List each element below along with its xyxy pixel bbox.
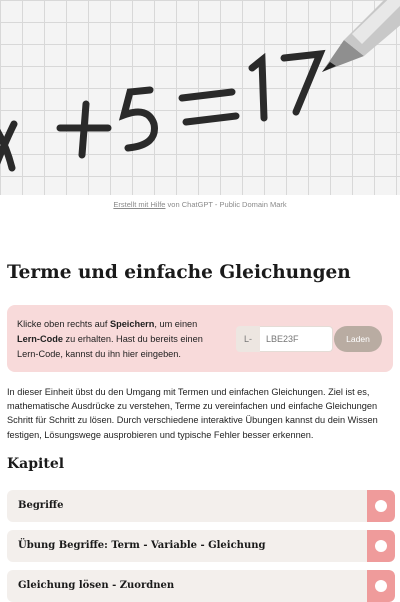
chapter-item-gleichung-loesen[interactable]	[7, 570, 395, 602]
chapters-heading: Kapitel	[7, 456, 65, 472]
lern-code-keyword: Lern-Code	[17, 334, 63, 344]
lern-code-instructions: Klicke oben rechts auf Speichern, um einen Lern-Code zu erhalten. Hast du bereits einen Lern-Code, kannst du ihn hier eingeben.	[17, 319, 203, 359]
load-button[interactable]: Laden	[334, 326, 382, 352]
chapter-toggle[interactable]	[367, 570, 395, 602]
save-keyword: Speichern	[109, 319, 155, 329]
lern-code-box	[7, 305, 393, 372]
pen-icon	[322, 0, 400, 72]
circle-icon	[375, 500, 387, 512]
intro-paragraph: In dieser Einheit übst du den Umgang mit Termen und einfachen Gleichungen. Ziel ist es, mathematische Ausdrücke zu verstehen, Terme zu vereinfachen und einfache Gleichungen Schritt für Schritt zu lösen. Durch verschiedene interaktive Übungen kannst du dein Wissen festigen, Lösungswege ausprobieren und typische Fehler besser erkennen.	[7, 387, 378, 440]
chapter-toggle[interactable]	[367, 490, 395, 522]
page-title: Terme und einfache Gleichungen	[7, 262, 351, 283]
circle-icon	[375, 580, 387, 592]
chapter-toggle[interactable]	[367, 530, 395, 562]
chapter-label: Begriffe	[18, 500, 64, 511]
hero-image	[0, 0, 400, 195]
lern-code-input-group	[236, 326, 333, 352]
chapter-label: Gleichung lösen - Zuordnen	[18, 580, 175, 591]
hero-illustration	[0, 0, 400, 195]
circle-icon	[375, 540, 387, 552]
image-caption	[0, 200, 400, 209]
chapter-item-uebung-begriffe[interactable]	[7, 530, 395, 562]
lern-code-input[interactable]	[260, 326, 333, 352]
code-prefix: L-	[236, 326, 260, 352]
chapter-label: Übung Begriffe: Term - Variable - Gleichung	[18, 540, 266, 551]
caption-link[interactable]: Erstellt mit Hilfe	[113, 200, 166, 209]
caption-text: von ChatGPT - Public Domain Mark	[165, 200, 287, 209]
chapter-item-begriffe[interactable]	[7, 490, 395, 522]
